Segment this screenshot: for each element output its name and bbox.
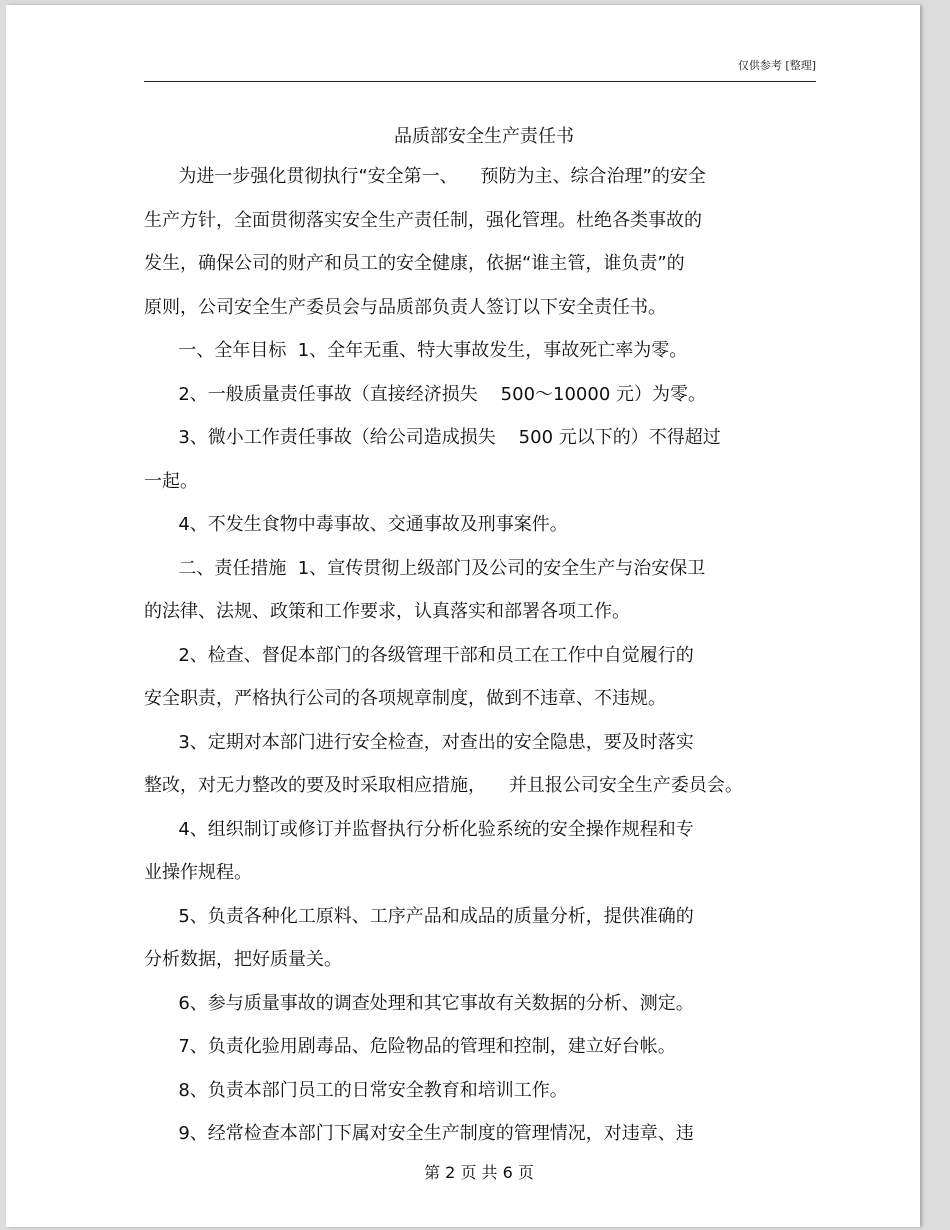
header-divider <box>144 81 816 82</box>
body-line: 9、经常检查本部门下属对安全生产制度的管理情况，对违章、违 <box>144 1123 694 1144</box>
body-line: 整改，对无力整改的要及时采取相应措施， 并且报公司安全生产委员会。 <box>144 775 743 796</box>
body-line: 一起。 <box>144 470 198 492</box>
body-line: 8、负责本部门员工的日常安全教育和培训工作。 <box>144 1079 568 1101</box>
body-line: 为进一步强化贯彻执行“安全第一、 预防为主、综合治理”的安全 <box>144 166 706 187</box>
body-line: 6、参与质量事故的调查处理和其它事故有关数据的分析、测定。 <box>144 992 694 1014</box>
document-body <box>144 155 816 1156</box>
body-line: 4、不发生食物中毒事故、交通事故及刑事案件。 <box>144 514 568 535</box>
body-line: 分析数据，把好质量关。 <box>144 949 342 970</box>
body-line: 4、组织制订或修订并监督执行分析化验系统的安全操作规程和专 <box>144 818 694 840</box>
page-number: 第 2 页 共 6 页 <box>424 1163 534 1182</box>
body-line: 业操作规程。 <box>144 862 252 883</box>
body-line: 2、检查、督促本部门的各级管理干部和员工在工作中自觉履行的 <box>144 644 694 666</box>
document-title: 品质部安全生产责任书 <box>394 126 574 147</box>
body-line: 的法律、法规、政策和工作要求，认真落实和部署各项工作。 <box>144 601 630 622</box>
body-line: 一、全年目标 1、全年无重、特大事故发生，事故死亡率为零。 <box>144 340 688 361</box>
body-line: 原则，公司安全生产委员会与品质部负责人签订以下安全责任书。 <box>144 296 666 318</box>
body-line: 发生，确保公司的财产和员工的安全健康，依据“谁主管，谁负责”的 <box>144 253 685 274</box>
body-line: 7、负责化验用剧毒品、危险物品的管理和控制，建立好台帐。 <box>144 1036 676 1057</box>
body-line: 安全职责，严格执行公司的各项规章制度，做到不违章、不违规。 <box>144 688 666 709</box>
document-page <box>6 5 920 1227</box>
body-line: 5、负责各种化工原料、工序产品和成品的质量分析，提供准确的 <box>144 905 694 927</box>
body-line: 生产方针，全面贯彻落实安全生产责任制，强化管理。杜绝各类事故的 <box>144 209 702 231</box>
body-line: 二、责任措施 1、宣传贯彻上级部门及公司的安全生产与治安保卫 <box>144 557 706 579</box>
header-note: 仅供参考 [整理] <box>737 59 816 72</box>
body-line: 3、定期对本部门进行安全检查，对查出的安全隐患，要及时落实 <box>144 731 694 753</box>
body-line: 3、微小工作责任事故（给公司造成损失 500 元以下的）不得超过 <box>144 427 721 448</box>
body-line: 2、一般质量责任事故（直接经济损失 500～10000 元）为零。 <box>144 383 707 405</box>
